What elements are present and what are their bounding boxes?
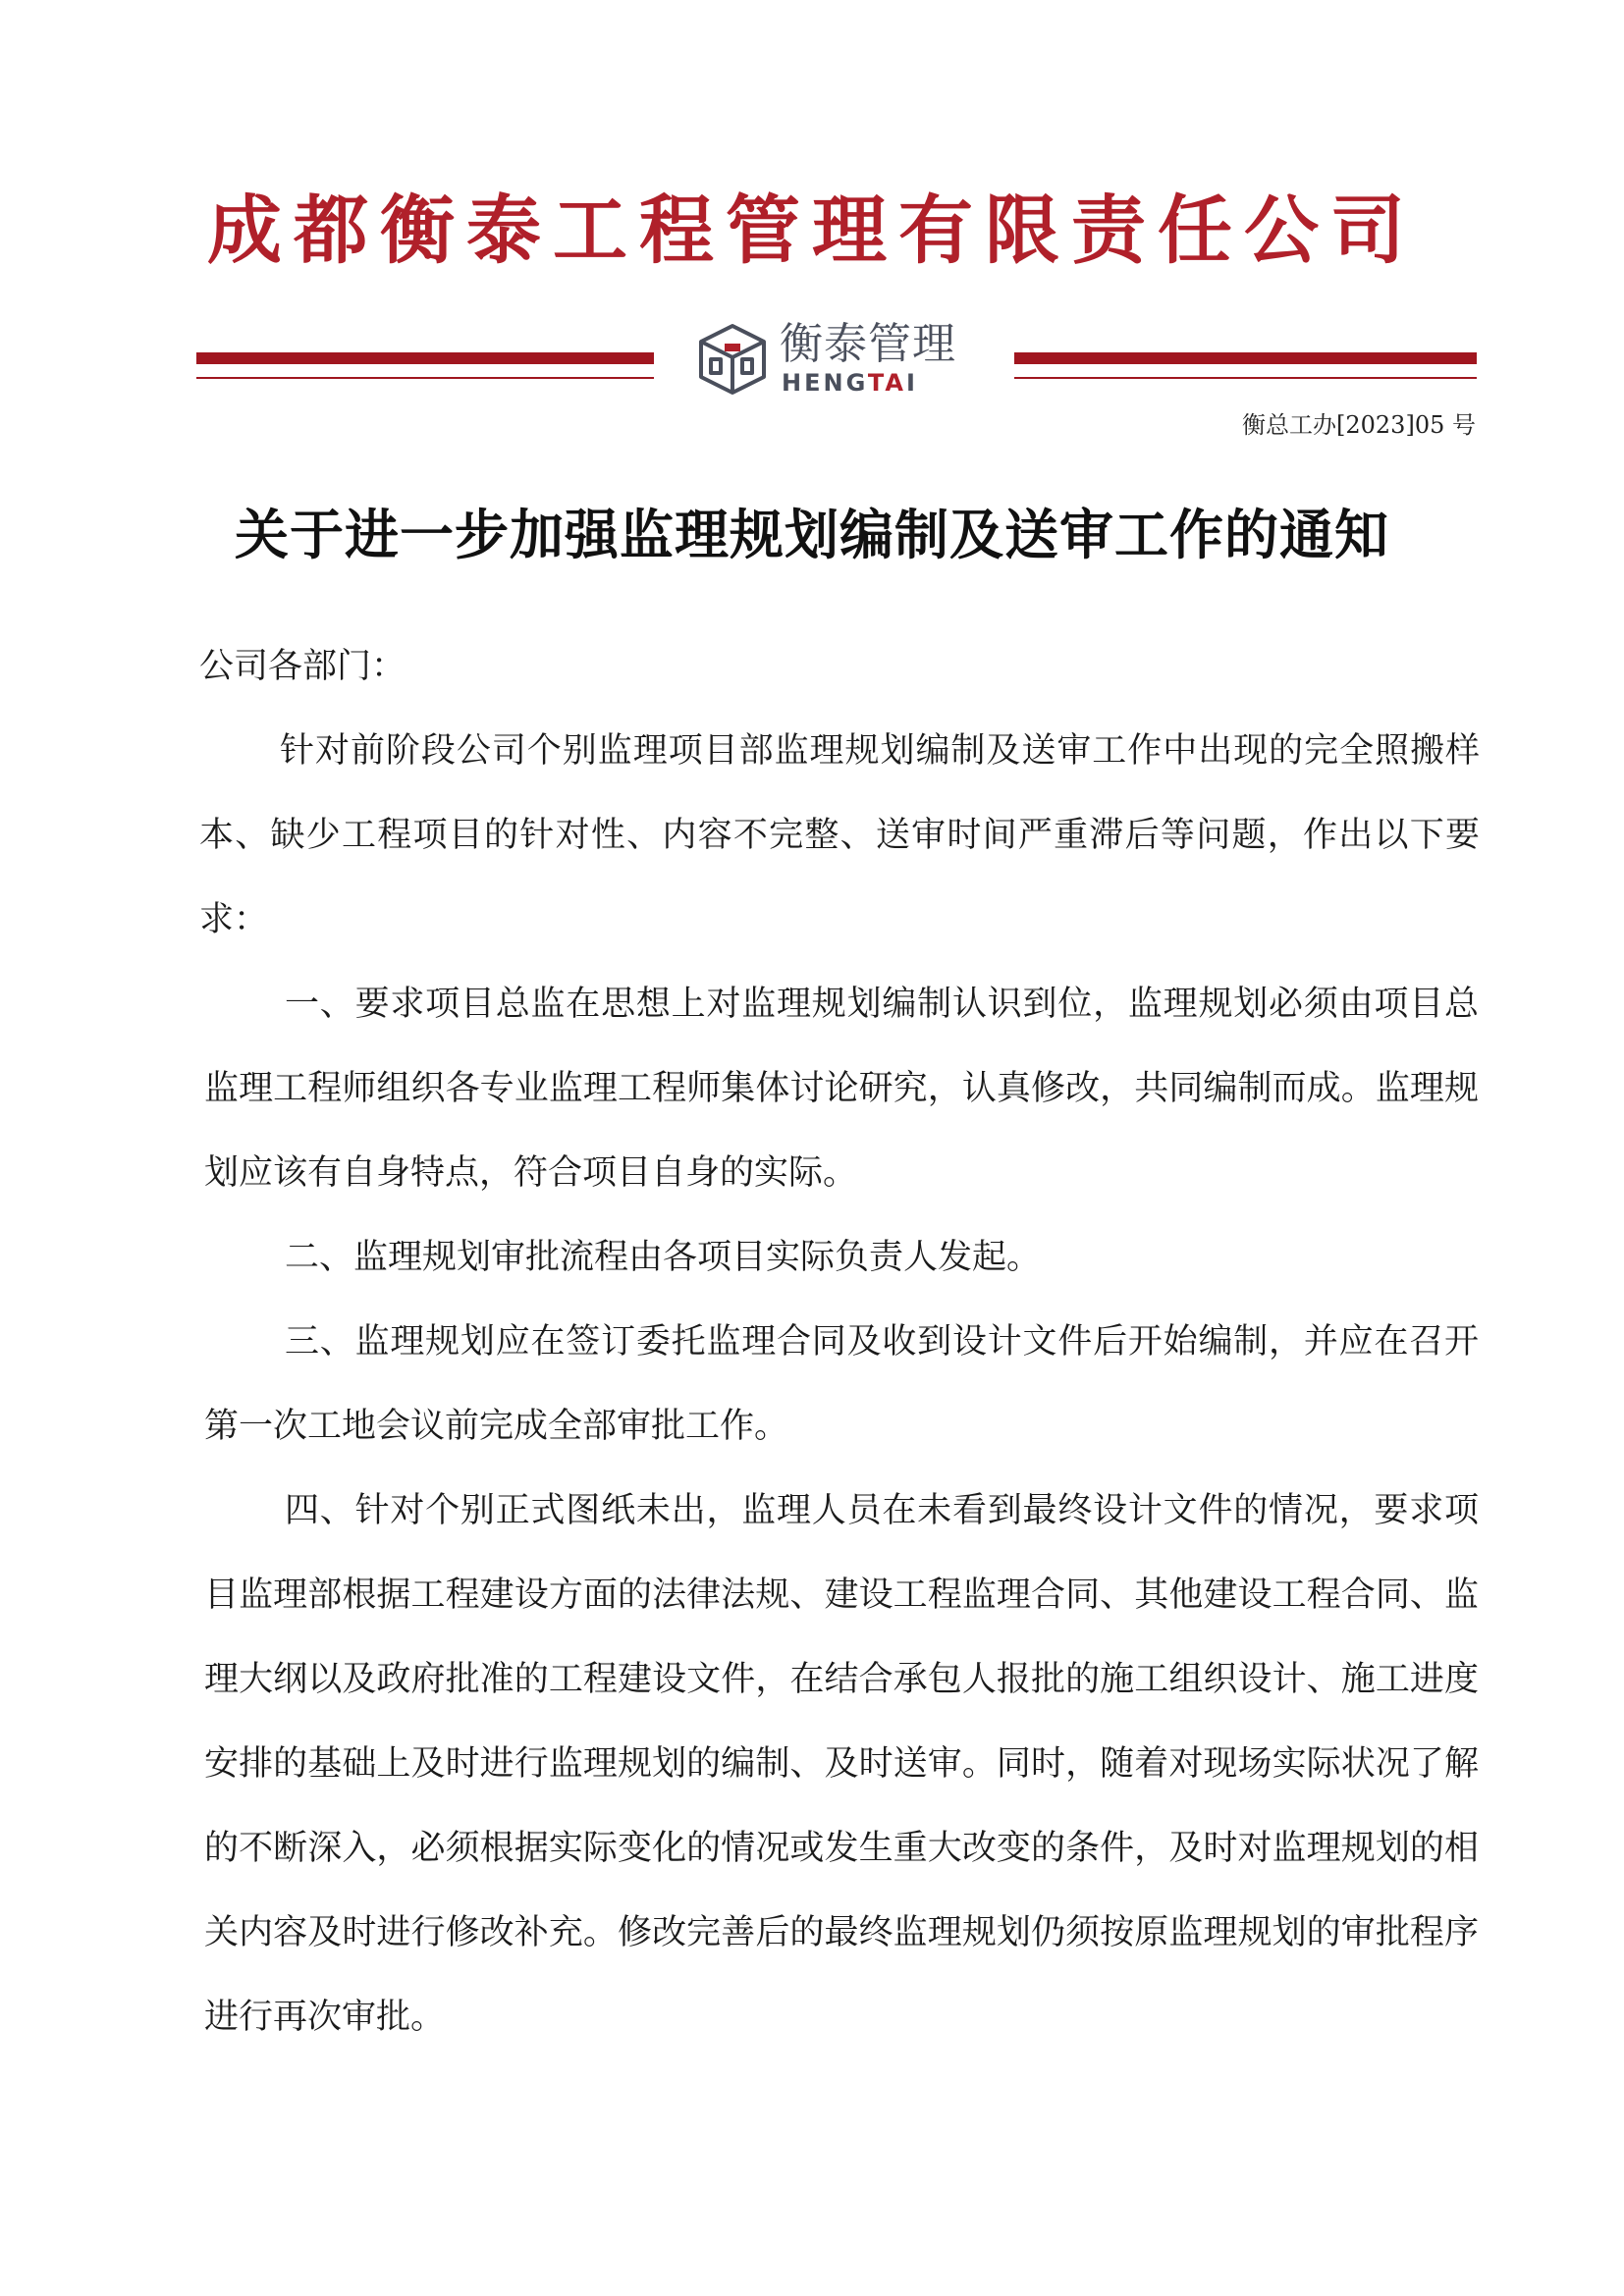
requirement-item-4 bbox=[204, 1468, 1479, 2059]
logo-english-suffix: I bbox=[905, 369, 918, 397]
header-rule-left-thin bbox=[196, 377, 654, 379]
logo-english-prefix: HENG bbox=[782, 369, 868, 397]
requirement-item-1 bbox=[204, 962, 1479, 1215]
requirement-text-4: 四、针对个别正式图纸未出，监理人员在未看到最终设计文件的情况，要求项目监理部根据工程建设方面的法律法规、建设工程监理合同、其他建设工程合同、监理大纲以及政府批准的工程建设文件，在结合承包人报批的施工组织设计、施工进度安排的基础上及时进行监理规划的编制、及时送审。同时，随着对现场实际状况了解的不断深入，必须根据实际变化的情况或发生重大改变的条件，及时对监理规划的相关内容及时进行修改补充。修改完善后的最终监理规划仍须按原监理规划的审批程序进行再次审批。 bbox=[204, 1491, 1479, 2037]
logo-english-name bbox=[782, 369, 918, 397]
header-rule-left bbox=[196, 352, 654, 364]
intro-paragraph bbox=[199, 709, 1480, 962]
intro-text: 针对前阶段公司个别监理项目部监理规划编制及送审工作中出现的完全照搬样本、缺少工程项目的针对性、内容不完整、送审时间严重滞后等问题，作出以下要求： bbox=[199, 731, 1480, 939]
requirement-text-2: 二、监理规划审批流程由各项目实际负责人发起。 bbox=[285, 1238, 1042, 1277]
building-cube-icon bbox=[695, 322, 770, 397]
requirement-item-2 bbox=[204, 1215, 1479, 1300]
header-rule-right bbox=[1014, 352, 1477, 364]
requirement-item-3 bbox=[204, 1300, 1479, 1468]
logo-english-accent: TA bbox=[867, 369, 906, 397]
logo-chinese-name: 衡泰管理 bbox=[780, 319, 956, 369]
header-rule-right-thin bbox=[1014, 377, 1477, 379]
requirement-text-3: 三、监理规划应在签订委托监理合同及收到设计文件后开始编制，并应在召开第一次工地会议前完成全部审批工作。 bbox=[204, 1322, 1479, 1446]
salutation: 公司各部门： bbox=[199, 647, 406, 686]
company-logo bbox=[695, 320, 980, 399]
document-title: 关于进一步加强监理规划编制及送审工作的通知 bbox=[234, 504, 1389, 566]
company-name-header: 成都衡泰工程管理有限责任公司 bbox=[207, 187, 1417, 274]
document-number: 衡总工办[2023]05 号 bbox=[1242, 411, 1476, 439]
requirement-text-1: 一、要求项目总监在思想上对监理规划编制认识到位，监理规划必须由项目总监理工程师组织各专业监理工程师集体讨论研究，认真修改，共同编制而成。监理规划应该有自身特点，符合项目自身的实际。 bbox=[204, 985, 1479, 1193]
